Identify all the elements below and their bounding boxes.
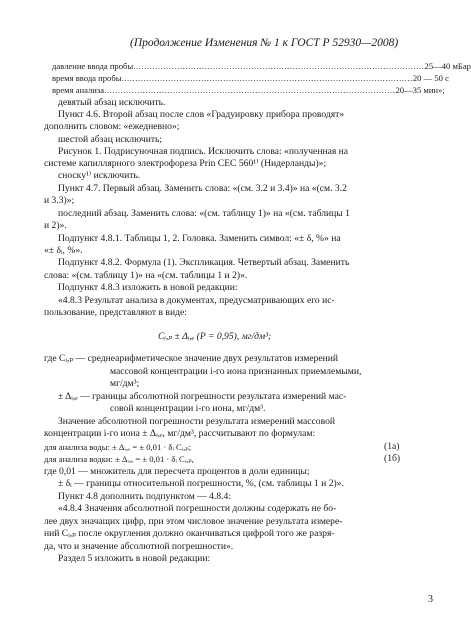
param-line: время анализа .......................................................................................................... 20—35 мин»; xyxy=(52,85,445,95)
text-line: «4.8.4 Значения абсолютной погрешности должны содержать не бо- xyxy=(58,503,337,514)
text-line: и 2)». xyxy=(44,220,67,231)
text-line: пользование, представляют в виде: xyxy=(44,307,187,318)
text-line: ± Δᵢ,ₑ — границы абсолютной погрешности результата измерений мас- xyxy=(58,391,347,402)
text-line: шестой абзац исключить; xyxy=(58,134,163,145)
text-line: системе капиллярного электрофореза Prin CEC 560¹⁾ (Нидерланды)»; xyxy=(44,158,327,169)
text-line: Пункт 4.7. Первый абзац. Заменить слова: «(см. 3.2 и 3.4)» на «(см. 3.2 xyxy=(58,183,347,194)
text-line: Раздел 5 изложить в новой редакции: xyxy=(58,553,211,564)
text-line: Значение абсолютной погрешности результата измерений массовой xyxy=(58,416,335,427)
formula-1a: для анализа воды: ± Δᵢ,ₑ = ± 0,01 · δᵢ Cᵢ,ₚ; xyxy=(44,442,192,452)
text-line: Подпункт 4.8.2. Формула (1). Экспликация. Четвертый абзац. Заменить xyxy=(58,257,350,268)
text-line: дополнить словом: «ежедневно»; xyxy=(44,121,180,132)
formula-number-1a: (1а) xyxy=(384,441,400,452)
formula-number-1b: (1б) xyxy=(384,453,401,464)
text-line: Пункт 4.6. Второй абзац после слов «Градуировку прибора проводят» xyxy=(58,109,345,120)
text-line: концентрации i-го иона ± Δᵢ,ₑ, мг/дм³, рассчитывают по формулам: xyxy=(44,428,316,439)
text-line: да, что и значение абсолютной погрешности». xyxy=(44,541,234,552)
text-line: мг/дм³; xyxy=(110,378,140,389)
text-line: массовой концентрации i-го иона признанных приемлемыми, xyxy=(110,366,362,377)
text-line: «4.8.3 Результат анализа в документах, предусматривающих его ис- xyxy=(58,295,335,306)
text-line: «± δᵢ, %». xyxy=(44,245,83,256)
text-line: девятый абзац исключить. xyxy=(58,97,166,108)
text-line: сноску¹⁾ исключить. xyxy=(58,170,141,181)
page-number: 3 xyxy=(428,594,433,605)
param-line: время ввода пробы .......................................................................................................... 20 — 50 с xyxy=(52,73,449,83)
text-line: лее двух значащих цифр, при этом числовое значение результата измере- xyxy=(44,516,343,527)
text-line: и 3.3)»; xyxy=(44,195,75,206)
text-line: где Cᵢ,ₚ — среднеарифметическое значение двух результатов измерений xyxy=(44,353,339,364)
page-header: (Продолжение Изменения № 1 к ГОСТ Р 52930—2008) xyxy=(130,37,399,49)
param-line: давление ввода пробы .......................................................................................................... 25—40 мБар xyxy=(52,61,471,71)
text-line: Пункт 4.8 дополнить подпунктом — 4.8.4: xyxy=(58,491,232,502)
text-line: ний Cᵢ,ₚ после округления должно оканчиваться цифрой того же разря- xyxy=(44,528,335,539)
text-line: Подпункт 4.8.1. Таблицы 1, 2. Головка. Заменить символ: «± δ, %» на xyxy=(58,233,341,244)
text-line: Рисунок 1. Подрисуночная подпись. Исключить слова: «полученная на xyxy=(58,146,349,157)
text-line: слова: «(см. таблицу 1)» на «(см. таблицы 1 и 2)». xyxy=(44,270,248,281)
text-line: последний абзац. Заменить слова: «(см. таблицу 1)» на «(см. таблицы 1 xyxy=(58,208,350,219)
text-line: ± δᵢ — границы относительной погрешности, %, (см. таблицы 1 и 2)». xyxy=(58,478,344,489)
text-line: где 0,01 — множитель для пересчета процентов в доли единицы; xyxy=(44,466,310,477)
text-line: совой концентрации i-го иона, мг/дм³. xyxy=(110,403,266,414)
result-formula: Cᵢ,ₚ ± Δᵢ,ₑ (P = 0,95), мг/дм³; xyxy=(158,331,272,342)
formula-1b: для анализа водки: ± Δᵢ,ₑ = ± 0,01 · δᵢ Cᵢ,ₚ, xyxy=(44,454,194,464)
text-line: Подпункт 4.8.3 изложить в новой редакции: xyxy=(58,282,238,293)
